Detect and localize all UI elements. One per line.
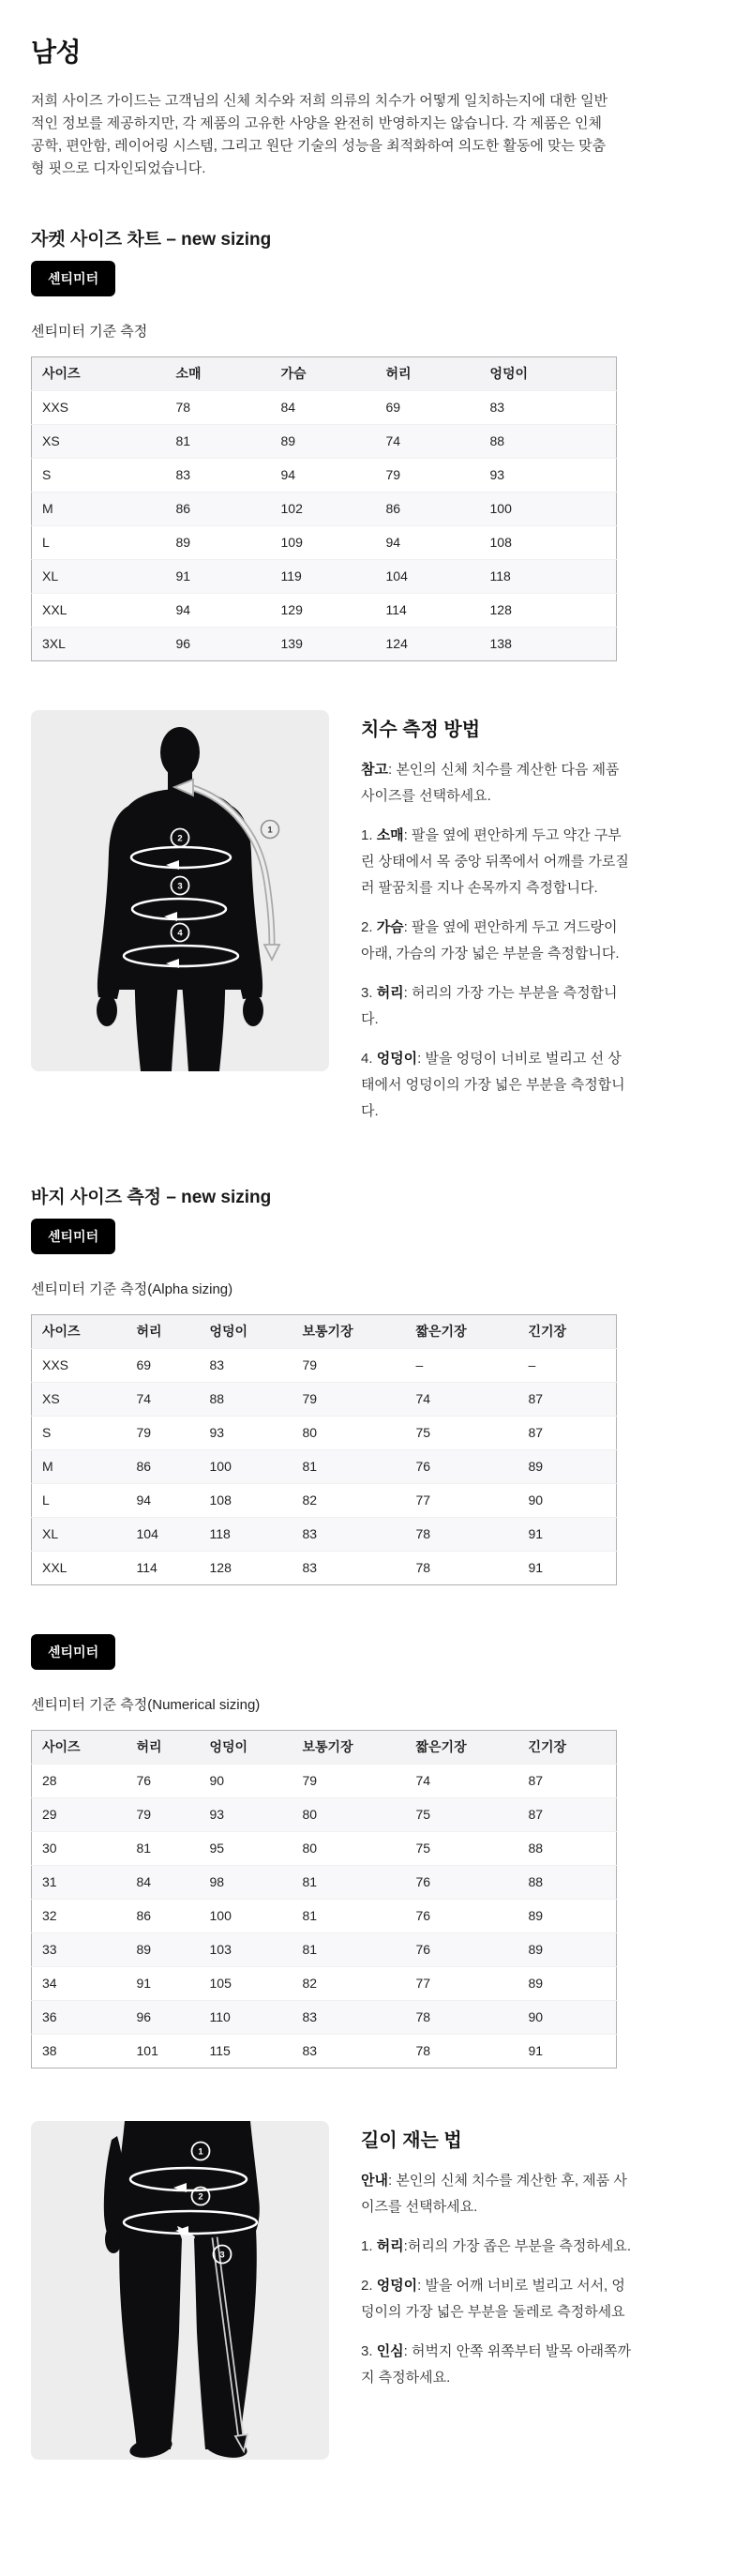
table-cell: 119 [271,560,376,594]
table-cell: 100 [200,1450,292,1484]
table-row [32,1900,617,1933]
table-cell: 82 [292,1484,406,1518]
table-cell: 89 [518,1900,617,1933]
table-cell: 91 [127,1967,200,2001]
measure-guide-note: 참고: 본인의 신체 치수를 계산한 다음 제품 사이즈를 선택하세요. [361,762,620,804]
table-cell: 89 [127,1933,200,1967]
table-cell: 76 [406,1933,518,1967]
table-cell: 129 [271,594,376,628]
table-cell: 94 [166,594,271,628]
table-cell: XL [32,560,166,594]
column-header: 보통기장 [292,1731,406,1765]
table-cell: 69 [376,391,480,425]
jacket-table-label: 센티미터 기준 측정 [31,324,148,340]
column-header: 긴기장 [518,1315,617,1349]
table-cell: 96 [127,2001,200,2035]
measure-instruction-item: 2. 엉덩이: 발을 어깨 너비로 벌리고 서서, 엉덩이의 가장 넓은 부분을 둘레로 측정하세요 [361,2278,625,2320]
pants-numerical-table-label: 센티미터 기준 측정(Numerical sizing) [31,1697,261,1713]
table-cell: 109 [271,526,376,560]
column-header: 엉덩이 [480,357,617,391]
svg-text:2: 2 [177,833,183,844]
table-cell: 75 [406,1798,518,1832]
table-cell: 79 [292,1349,406,1383]
table-cell: XL [32,1518,127,1552]
table-cell: 36 [32,2001,127,2035]
table-cell: 90 [200,1765,292,1798]
length-guide-heading: 길이 재는 법 [361,2130,462,2151]
table-cell: 98 [200,1866,292,1900]
table-cell: 77 [406,1484,518,1518]
table-cell: 79 [376,459,480,492]
table-cell: 88 [200,1383,292,1417]
table-cell: 83 [292,1518,406,1552]
column-header: 짧은기장 [406,1315,518,1349]
table-cell: 83 [200,1349,292,1383]
measure-guide-heading: 치수 측정 방법 [361,720,481,740]
upper-body-diagram [31,710,329,1071]
table-cell: 74 [406,1383,518,1417]
table-cell: 34 [32,1967,127,2001]
table-cell: 74 [406,1765,518,1798]
instruction-term: 가슴 [376,919,404,935]
table-cell: 78 [406,2001,518,2035]
table-row [32,1933,617,1967]
instruction-term: 엉덩이 [376,1051,418,1067]
table-cell: 78 [166,391,271,425]
table-cell: 31 [32,1866,127,1900]
jacket-size-table [31,356,617,661]
table-cell: 91 [528,1560,544,1575]
table-header-row [32,357,617,391]
table-header-row [32,1315,617,1349]
table-cell: 83 [302,2043,318,2058]
table-cell: 76 [406,1866,518,1900]
column-header: 사이즈 [32,357,166,391]
pants-numerical-size-table [31,1730,617,2068]
table-cell: 79 [292,1765,406,1798]
table-cell: 79 [127,1798,200,1832]
svg-text:3: 3 [177,881,183,892]
table-cell: 87 [518,1798,617,1832]
table-row [32,1383,617,1417]
measure-marker-1 [262,821,279,839]
measure-instruction-list [361,823,635,1125]
table-cell: 82 [292,1967,406,2001]
svg-text:3: 3 [219,2250,225,2261]
upper-body-silhouette-image [31,710,329,1071]
table-cell: 84 [127,1866,200,1900]
instruction-term: 허리 [376,985,404,1001]
table-cell: 139 [271,628,376,661]
instruction-term: 소매 [376,827,404,843]
table-cell: 83 [302,1560,318,1575]
lower-body-diagram [31,2121,329,2460]
table-row [32,628,617,661]
column-header: 엉덩이 [200,1731,292,1765]
table-cell: 110 [200,2001,292,2035]
table-row [32,1866,617,1900]
table-cell: 76 [406,1900,518,1933]
pants-section-heading: 바지 사이즈 측정 – new sizing [31,1188,272,1207]
pants-alpha-size-table [31,1314,617,1585]
table-cell: 91 [518,1518,617,1552]
table-cell: 76 [406,1450,518,1484]
table-cell: 114 [376,594,480,628]
table-cell: 91 [166,560,271,594]
table-cell: 77 [406,1967,518,2001]
table-row [32,459,617,492]
table-cell: 89 [166,526,271,560]
table-cell: 81 [292,1900,406,1933]
table-cell: 124 [376,628,480,661]
table-cell: 78 [406,1518,518,1552]
table-cell: 69 [127,1349,200,1383]
table-cell: 80 [292,1832,406,1866]
column-header: 허리 [127,1315,200,1349]
svg-text:4: 4 [177,928,183,939]
column-header: 사이즈 [32,1731,127,1765]
table-cell: 101 [136,2043,158,2058]
table-cell: 84 [271,391,376,425]
table-cell: 115 [209,2043,231,2058]
table-cell: 75 [406,1417,518,1450]
table-cell: 30 [32,1832,127,1866]
table-cell: 88 [518,1832,617,1866]
table-cell: 38 [42,2043,57,2058]
table-cell: XXS [32,1349,127,1383]
column-header: 엉덩이 [200,1315,292,1349]
note-label: 안내 [361,2173,388,2189]
measure-instructions-bottom [361,2121,635,2404]
table-cell: 80 [292,1417,406,1450]
table-cell: L [32,526,166,560]
table-cell: 89 [271,425,376,459]
lower-body-measure-guide [31,2121,719,2460]
table-cell: 76 [127,1765,200,1798]
measure-instruction-item: 2. 가슴: 팔을 옆에 편안하게 두고 겨드랑이 아래, 가슴의 가장 넓은 부분을 측정합니다. [361,919,620,962]
table-cell: 83 [166,459,271,492]
table-cell: L [32,1484,127,1518]
pants-alpha-table-label: 센티미터 기준 측정(Alpha sizing) [31,1281,233,1297]
table-cell: M [32,1450,127,1484]
table-cell: S [32,1417,127,1450]
table-cell: 83 [292,2001,406,2035]
table-cell: XS [32,425,166,459]
table-row [32,526,617,560]
pants-size-section [31,1187,719,2068]
jacket-size-section [31,229,719,661]
table-cell: 78 [415,1560,431,1575]
table-cell: 81 [127,1832,200,1866]
table-cell: 93 [200,1417,292,1450]
table-row [32,1798,617,1832]
table-cell: – [518,1349,617,1383]
table-cell: 81 [292,1450,406,1484]
unit-toggle-button-pants-numerical[interactable]: 센티미터 [31,1634,115,1670]
table-cell: 80 [292,1798,406,1832]
instruction-term: 인심 [376,2343,404,2359]
table-cell: 86 [127,1900,200,1933]
table-row [32,1967,617,2001]
instruction-term: 허리 [376,2238,404,2254]
length-instruction-list [361,2234,635,2391]
table-cell: 89 [518,1450,617,1484]
measure-instruction-item: 4. 엉덩이: 발을 엉덩이 너비로 벌리고 선 상태에서 엉덩이의 가장 넓은 부분을 측정합니다. [361,1051,625,1119]
table-cell: 128 [480,594,617,628]
table-cell: 93 [480,459,617,492]
lower-body-silhouette-image [31,2121,329,2460]
unit-toggle-button-jacket[interactable]: 센티미터 [31,261,115,296]
svg-text:1: 1 [267,825,273,836]
table-row [32,1349,617,1383]
length-guide-note: 안내: 본인의 신체 치수를 계산한 후, 제품 사이즈를 선택하세요. [361,2173,627,2215]
table-cell: 108 [480,526,617,560]
table-cell: M [32,492,166,526]
table-cell: 79 [292,1383,406,1417]
table-row [32,2035,617,2068]
table-cell: 81 [292,1933,406,1967]
table-row [32,425,617,459]
table-cell: 91 [528,2043,544,2058]
table-cell: 128 [209,1560,232,1575]
table-cell: 87 [518,1383,617,1417]
table-cell: 3XL [32,628,166,661]
table-cell: 28 [32,1765,127,1798]
table-cell: 94 [271,459,376,492]
table-cell: 86 [127,1450,200,1484]
unit-toggle-button-pants-alpha[interactable]: 센티미터 [31,1219,115,1254]
svg-text:2: 2 [198,2191,203,2203]
table-row [32,1450,617,1484]
table-row [32,1417,617,1450]
table-cell: 87 [518,1417,617,1450]
table-cell: 104 [376,560,480,594]
table-cell: 86 [166,492,271,526]
table-cell: 100 [480,492,617,526]
instruction-term: 엉덩이 [376,2278,418,2294]
table-cell: 88 [518,1866,617,1900]
table-cell: 89 [518,1933,617,1967]
jacket-section-heading: 자켓 사이즈 차트 – new sizing [31,230,272,250]
measure-instruction-item: 1. 허리:허리의 가장 좁은 부분을 측정하세요. [361,2238,632,2254]
measure-instruction-item: 3. 인심: 허벅지 안쪽 위쪽부터 발목 아래쪽까지 측정하세요. [361,2343,632,2386]
note-label: 참고 [361,762,388,778]
table-cell: 118 [480,560,617,594]
table-row [32,1518,617,1552]
table-cell: 108 [200,1484,292,1518]
measure-instruction-item: 1. 소매: 팔을 옆에 편안하게 두고 약간 구부린 상태에서 목 중앙 뒤쪽에서 어깨를 가로질러 팔꿈치를 지나 손목까지 측정합니다. [361,827,629,896]
table-cell: 103 [200,1933,292,1967]
table-cell: 74 [127,1383,200,1417]
table-cell: 102 [271,492,376,526]
table-row [32,391,617,425]
table-cell: 94 [376,526,480,560]
table-cell: 78 [415,2043,431,2058]
table-cell: 90 [518,1484,617,1518]
column-header: 소매 [166,357,271,391]
table-header-row [32,1731,617,1765]
column-header: 가슴 [271,357,376,391]
measure-instruction-item: 3. 허리: 허리의 가장 가는 부분을 측정합니다. [361,985,618,1027]
column-header: 사이즈 [32,1315,127,1349]
column-header: 허리 [376,357,480,391]
table-cell: 29 [32,1798,127,1832]
table-cell: 33 [32,1933,127,1967]
column-header: 긴기장 [518,1731,617,1765]
table-cell: 79 [127,1417,200,1450]
table-cell: 93 [200,1798,292,1832]
table-cell: 75 [406,1832,518,1866]
column-header: 허리 [127,1731,200,1765]
table-row [32,2001,617,2035]
table-row [32,1484,617,1518]
table-cell: 86 [376,492,480,526]
table-cell: 94 [127,1484,200,1518]
table-cell: 104 [127,1518,200,1552]
measure-instructions-top [361,710,635,1138]
page-title: 남성 [31,38,82,67]
table-cell: XS [32,1383,127,1417]
table-cell: 88 [480,425,617,459]
table-cell: 87 [518,1765,617,1798]
table-cell: S [32,459,166,492]
intro-text: 저희 사이즈 가이드는 고객님의 신체 치수와 저희 의류의 치수가 어떻게 일치하는지에 대한 일반적인 정보를 제공하지만, 각 제품의 고유한 사양을 완전히 반영하지는 않습니다. 각 제품은 인체공학, 편안함, 레이어링 시스템, 그리고 원단 기술의 성능을 최적화하여 의도한 활동에 맞는 맞춤형 핏으로 디자인되었습니다. [31,93,608,176]
table-cell: XXS [32,391,166,425]
table-cell: 81 [292,1866,406,1900]
column-header: 보통기장 [292,1315,406,1349]
column-header: 짧은기장 [406,1731,518,1765]
table-cell: 32 [32,1900,127,1933]
table-row [32,1832,617,1866]
table-cell: – [406,1349,518,1383]
table-cell: 83 [480,391,617,425]
table-cell: 81 [166,425,271,459]
table-row [32,560,617,594]
table-cell: 118 [200,1518,292,1552]
table-cell: 90 [518,2001,617,2035]
table-cell: 100 [200,1900,292,1933]
upper-body-measure-guide [31,710,719,1138]
table-row [32,1552,617,1585]
table-cell: 95 [200,1832,292,1866]
svg-text:1: 1 [198,2146,203,2158]
table-cell: XXL [42,1560,68,1575]
table-row [32,594,617,628]
table-cell: 89 [518,1967,617,2001]
table-cell: 114 [136,1560,158,1575]
table-cell: 96 [166,628,271,661]
table-cell: XXL [32,594,166,628]
table-row [32,1765,617,1798]
table-row [32,492,617,526]
table-cell: 138 [480,628,617,661]
table-cell: 105 [200,1967,292,2001]
table-cell: 74 [376,425,480,459]
